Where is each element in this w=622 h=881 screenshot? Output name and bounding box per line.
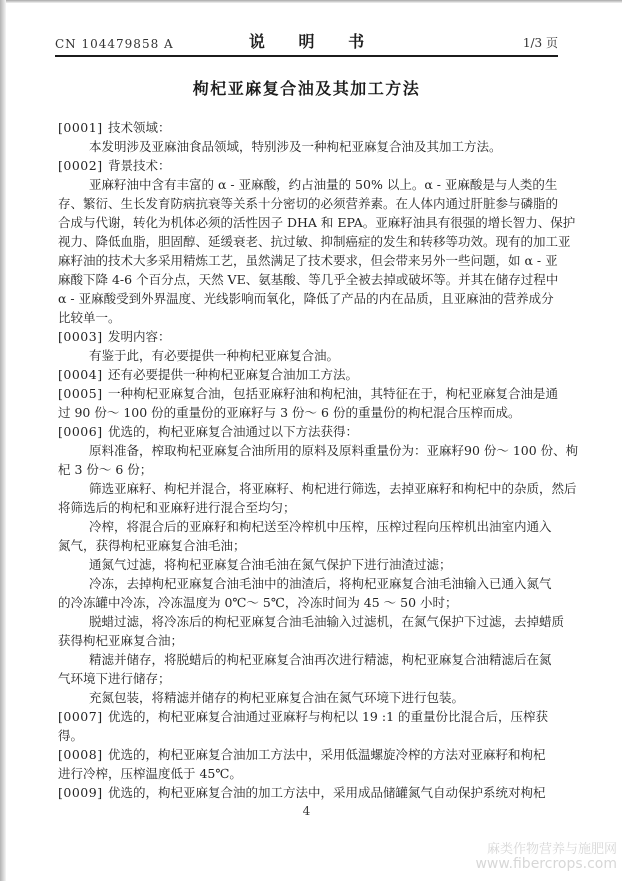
text-line [58, 441, 579, 460]
text-line [58, 232, 571, 251]
patent-number: CN 104479858 A [55, 37, 174, 51]
text-line [58, 479, 577, 498]
paragraph-number: [0003] [58, 329, 103, 344]
text-line [58, 422, 561, 441]
paragraph-number: [0002] [58, 158, 103, 173]
text-line [58, 669, 561, 688]
text-line [58, 612, 565, 631]
line-text: 进行冷榨，压榨温度低于 45℃。 [58, 766, 242, 781]
paragraph-number: [0007] [58, 709, 103, 724]
line-text: 原料准备，榨取枸杞亚麻复合油所用的原料及原料重量份为：亚麻籽90 份～ 100 份、枸 [89, 443, 579, 458]
paragraph-number: [0004] [58, 367, 103, 382]
line-text: 将筛选后的枸杞和亚麻籽进行混合至均匀； [58, 500, 296, 515]
line-text: 比较单一。 [58, 310, 121, 325]
text-line [58, 403, 561, 422]
text-line [58, 194, 561, 213]
line-text: 杞 3 份～ 6 份； [58, 462, 153, 477]
text-line [58, 384, 561, 403]
line-text: 本发明涉及亚麻油食品领域，特别涉及一种枸杞亚麻复合油及其加工方法。 [89, 139, 502, 154]
page-header [55, 30, 558, 54]
scan-edge-top [0, 0, 622, 3]
line-text: α - 亚麻酸受到外界温度、光线影响而氧化，降低了产品的内在品质，且亚麻油的营养成分 [58, 291, 554, 306]
document-type-title: 说 明 书 [248, 32, 379, 51]
text-line [58, 156, 561, 175]
line-text: 的冷冻罐中冷冻，冷冻温度为 0℃～ 5℃，冷冻时间为 45 ～ 50 小时； [58, 595, 458, 610]
text-line [58, 137, 561, 156]
line-text: 充氮包装，将精滤并储存的枸杞亚麻复合油在氮气环境下进行包装。 [89, 690, 465, 705]
line-text: 优选的，枸杞亚麻复合油通过亚麻籽与枸杞以 19 :1 的重量份比混合后，压榨获 [108, 709, 548, 724]
text-line [58, 745, 561, 764]
text-line [58, 650, 561, 669]
line-text: 亚麻籽油中含有丰富的 α - 亚麻酸，约占油量的 50% 以上。α - 亚麻酸是与人类的生 [89, 177, 558, 192]
line-text: 发明内容： [108, 329, 171, 344]
text-line [58, 270, 561, 289]
page-number: 4 [302, 804, 311, 818]
line-text: 麻籽油的技术大多采用精炼工艺，虽然满足了技术要求，但会带来另外一些问题，如 α - 亚 [58, 253, 558, 268]
text-line [58, 631, 561, 650]
line-text: 氮气，获得枸杞亚麻复合油毛油； [58, 538, 246, 553]
line-text: 还有必要提供一种枸杞亚麻复合油加工方法。 [108, 367, 359, 382]
text-line [58, 555, 561, 574]
invention-title: 枸杞亚麻复合油及其加工方法 [192, 79, 421, 98]
text-line [58, 688, 561, 707]
body-text [58, 118, 579, 802]
watermark [475, 843, 617, 871]
header-rule [55, 55, 558, 57]
line-text: 过 90 份～ 100 份的重量份的亚麻籽与 3 份～ 6 份的重量份的枸杞混合压榨而成。 [58, 405, 521, 420]
line-text: 冷榨，将混合后的亚麻籽和枸杞送至冷榨机中压榨，压榨过程向压榨机出油室内通入 [89, 519, 552, 534]
text-line [58, 289, 561, 308]
line-text: 优选的，枸杞亚麻复合油加工方法中，采用低温螺旋冷榨的方法对亚麻籽和枸杞 [108, 747, 546, 762]
text-line [58, 118, 561, 137]
text-line [58, 726, 561, 745]
text-line [58, 346, 561, 365]
text-line [58, 460, 561, 479]
line-text: 筛选亚麻籽、枸杞并混合，将亚麻籽、枸杞进行筛选，去掉亚麻籽和枸杞中的杂质，然后 [89, 481, 577, 496]
line-text: 优选的，枸杞亚麻复合油通过以下方法获得： [108, 424, 359, 439]
text-line [58, 175, 561, 194]
line-text: 精滤并储存，将脱蜡后的枸杞亚麻复合油再次进行精滤，枸杞亚麻复合油精滤后在氮 [89, 652, 552, 667]
paragraph-number: [0006] [58, 424, 103, 439]
text-line [58, 327, 561, 346]
line-text: 背景技术： [108, 158, 171, 173]
line-text: 麻酸下降 4-6 个百分点，天然 VE、氨基酸、等几乎全被去掉或破坏等。并其在储存过程中 [58, 272, 559, 287]
paragraph-number: [0008] [58, 747, 103, 762]
line-text: 脱蜡过滤，将冷冻后的枸杞亚麻复合油毛油输入过滤机，在氮气保护下过滤，去掉蜡质 [89, 614, 565, 629]
text-line [58, 593, 561, 612]
text-line [58, 251, 561, 270]
watermark-site-url: www.fibercrops.com [475, 856, 617, 872]
text-line [58, 365, 561, 384]
line-text: 通氮气过滤，将枸杞亚麻复合油毛油在氮气保护下进行油渣过滤； [89, 557, 452, 572]
text-line [58, 498, 561, 517]
text-line [58, 783, 561, 802]
text-line [58, 213, 576, 232]
line-text: 优选的，枸杞亚麻复合油的加工方法中，采用成品储罐氮气自动保护系统对枸杞 [108, 785, 546, 800]
line-text: 技术领域： [108, 120, 171, 135]
text-line [58, 517, 561, 536]
line-text: 合成与代谢，转化为机体必须的活性因子 DHA 和 EPA。亚麻籽油具有很强的增长智力、保护 [58, 215, 576, 230]
line-text: 得。 [58, 728, 84, 743]
page-indicator: 1/3 页 [522, 36, 558, 50]
line-text: 冷冻，去掉枸杞亚麻复合油毛油中的油渣后，将枸杞亚麻复合油毛油输入已通入氮气 [89, 576, 552, 591]
line-text: 有鉴于此，有必要提供一种枸杞亚麻复合油。 [89, 348, 340, 363]
text-line [58, 536, 561, 555]
paragraph-number: [0005] [58, 386, 103, 401]
scan-edge-left [0, 0, 6, 881]
line-text: 一种枸杞亚麻复合油，包括亚麻籽油和枸杞油，其特征在于，枸杞亚麻复合油是通 [108, 386, 559, 401]
line-text: 气环境下进行储存； [58, 671, 171, 686]
text-line [58, 574, 561, 593]
watermark-site-name: 麻类作物营养与施肥网 [486, 842, 617, 857]
line-text: 视力、降低血脂，胆固醇、延缓衰老、抗过敏、抑制癌症的发生和转移等功效。现有的加工亚 [58, 234, 571, 249]
line-text: 获得枸杞亚麻复合油； [58, 633, 184, 648]
line-text: 存、繁衍、生长发育防病抗衰等关系十分密切的必须营养素。在人体内通过肝脏参与磷脂的 [58, 196, 559, 211]
paragraph-number: [0009] [58, 785, 103, 800]
text-line [58, 764, 561, 783]
text-line [58, 308, 561, 327]
paragraph-number: [0001] [58, 120, 103, 135]
text-line [58, 707, 561, 726]
